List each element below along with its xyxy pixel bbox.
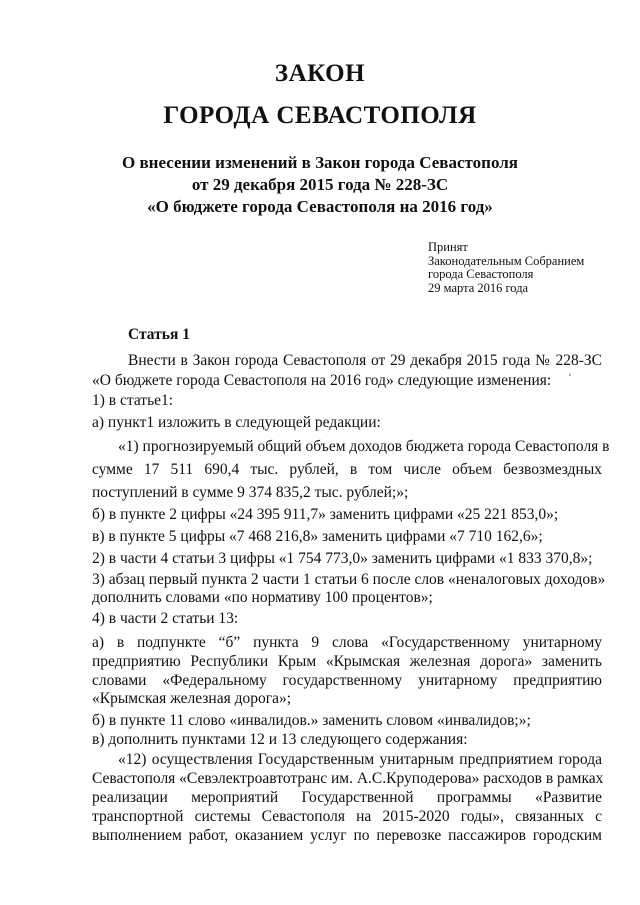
body-line: в) в пункте 5 цифры «7 468 216,8» заменить цифрами «7 710 162,6»; xyxy=(92,528,543,545)
body-line: «12) осуществления Государственным унитарным предприятием города xyxy=(118,751,602,768)
body-line: сумме 17 511 690,4 тыс. рублей, в том числе объем безвозмездных xyxy=(92,461,602,478)
body-line: дополнить словами «по нормативу 100 процентов»; xyxy=(92,589,433,606)
adoption-line: Законодательным Собранием xyxy=(428,253,585,268)
body-line: реализации мероприятий Государственной программы «Развитие xyxy=(92,789,602,806)
body-line: словами «Федеральному государственному унитарному предприятию xyxy=(92,672,602,689)
article-heading: Статья 1 xyxy=(128,326,190,343)
body-line: предприятию Республики Крым «Крымская железная дорога» заменить xyxy=(92,653,602,670)
body-line: 2) в части 4 статьи 3 цифры «1 754 773,0» заменить цифрами «1 833 370,8»; xyxy=(92,550,593,567)
adoption-line: 29 марта 2016 года xyxy=(428,280,529,295)
body-line: транспортной системы Севастополя на 2015-2020 годы», связанных с xyxy=(92,808,602,825)
law-subtitle-line: «О бюджете города Севастополя на 2016 год» xyxy=(147,197,493,216)
adoption-line: города Севастополя xyxy=(428,267,534,281)
body-line: а) пункт1 изложить в следующей редакции: xyxy=(92,414,381,431)
adoption-note xyxy=(428,241,584,295)
adoption-line: Принят xyxy=(428,240,468,254)
law-city-title: ГОРОДА СЕВАСТОПОЛЯ xyxy=(163,102,477,129)
body-line: поступлений в сумме 9 374 835,2 тыс. рублей;»; xyxy=(92,484,409,501)
body-line: Севастополя «Севэлектроавтотранс им. А.С.Круподерова» расходов в рамках xyxy=(92,770,604,787)
body-line: «Крымская железная дорога»; xyxy=(92,690,292,707)
law-title: ЗАКОН xyxy=(274,60,366,87)
body-line: б) в пункте 2 цифры «24 395 911,7» заменить цифрами «25 221 853,0»; xyxy=(92,506,559,523)
body-line: «О бюджете города Севастополя на 2016 год» следующие изменения: xyxy=(92,372,552,389)
body-line: 3) абзац первый пункта 2 части 1 статьи 6 после слов «неналоговых доходов» xyxy=(92,571,606,588)
body-line: выполнением работ, оказанием услуг по перевозке пассажиров городским xyxy=(92,827,602,844)
body-line: в) дополнить пунктами 12 и 13 следующего содержания: xyxy=(92,731,468,748)
body-line: Внести в Закон города Севастополя от 29 декабря 2015 года № 228-ЗС xyxy=(128,352,602,369)
scan-mark: ‘ xyxy=(568,370,572,384)
body-line: а) в подпункте “б” пункта 9 слова «Государственному унитарному xyxy=(92,634,602,651)
body-line: «1) прогнозируемый общий объем доходов бюджета города Севастополя в xyxy=(118,438,610,455)
body-line: б) в пункте 11 слово «инвалидов.» заменить словом «инвалидов;»; xyxy=(92,712,531,729)
law-subtitle-line: О внесении изменений в Закон города Севастополя xyxy=(122,153,518,172)
law-subtitle-line: от 29 декабря 2015 года № 228-ЗС xyxy=(191,175,449,194)
body-line: 4) в части 2 статьи 13: xyxy=(92,610,239,627)
body-line: 1) в статье1: xyxy=(92,392,174,409)
